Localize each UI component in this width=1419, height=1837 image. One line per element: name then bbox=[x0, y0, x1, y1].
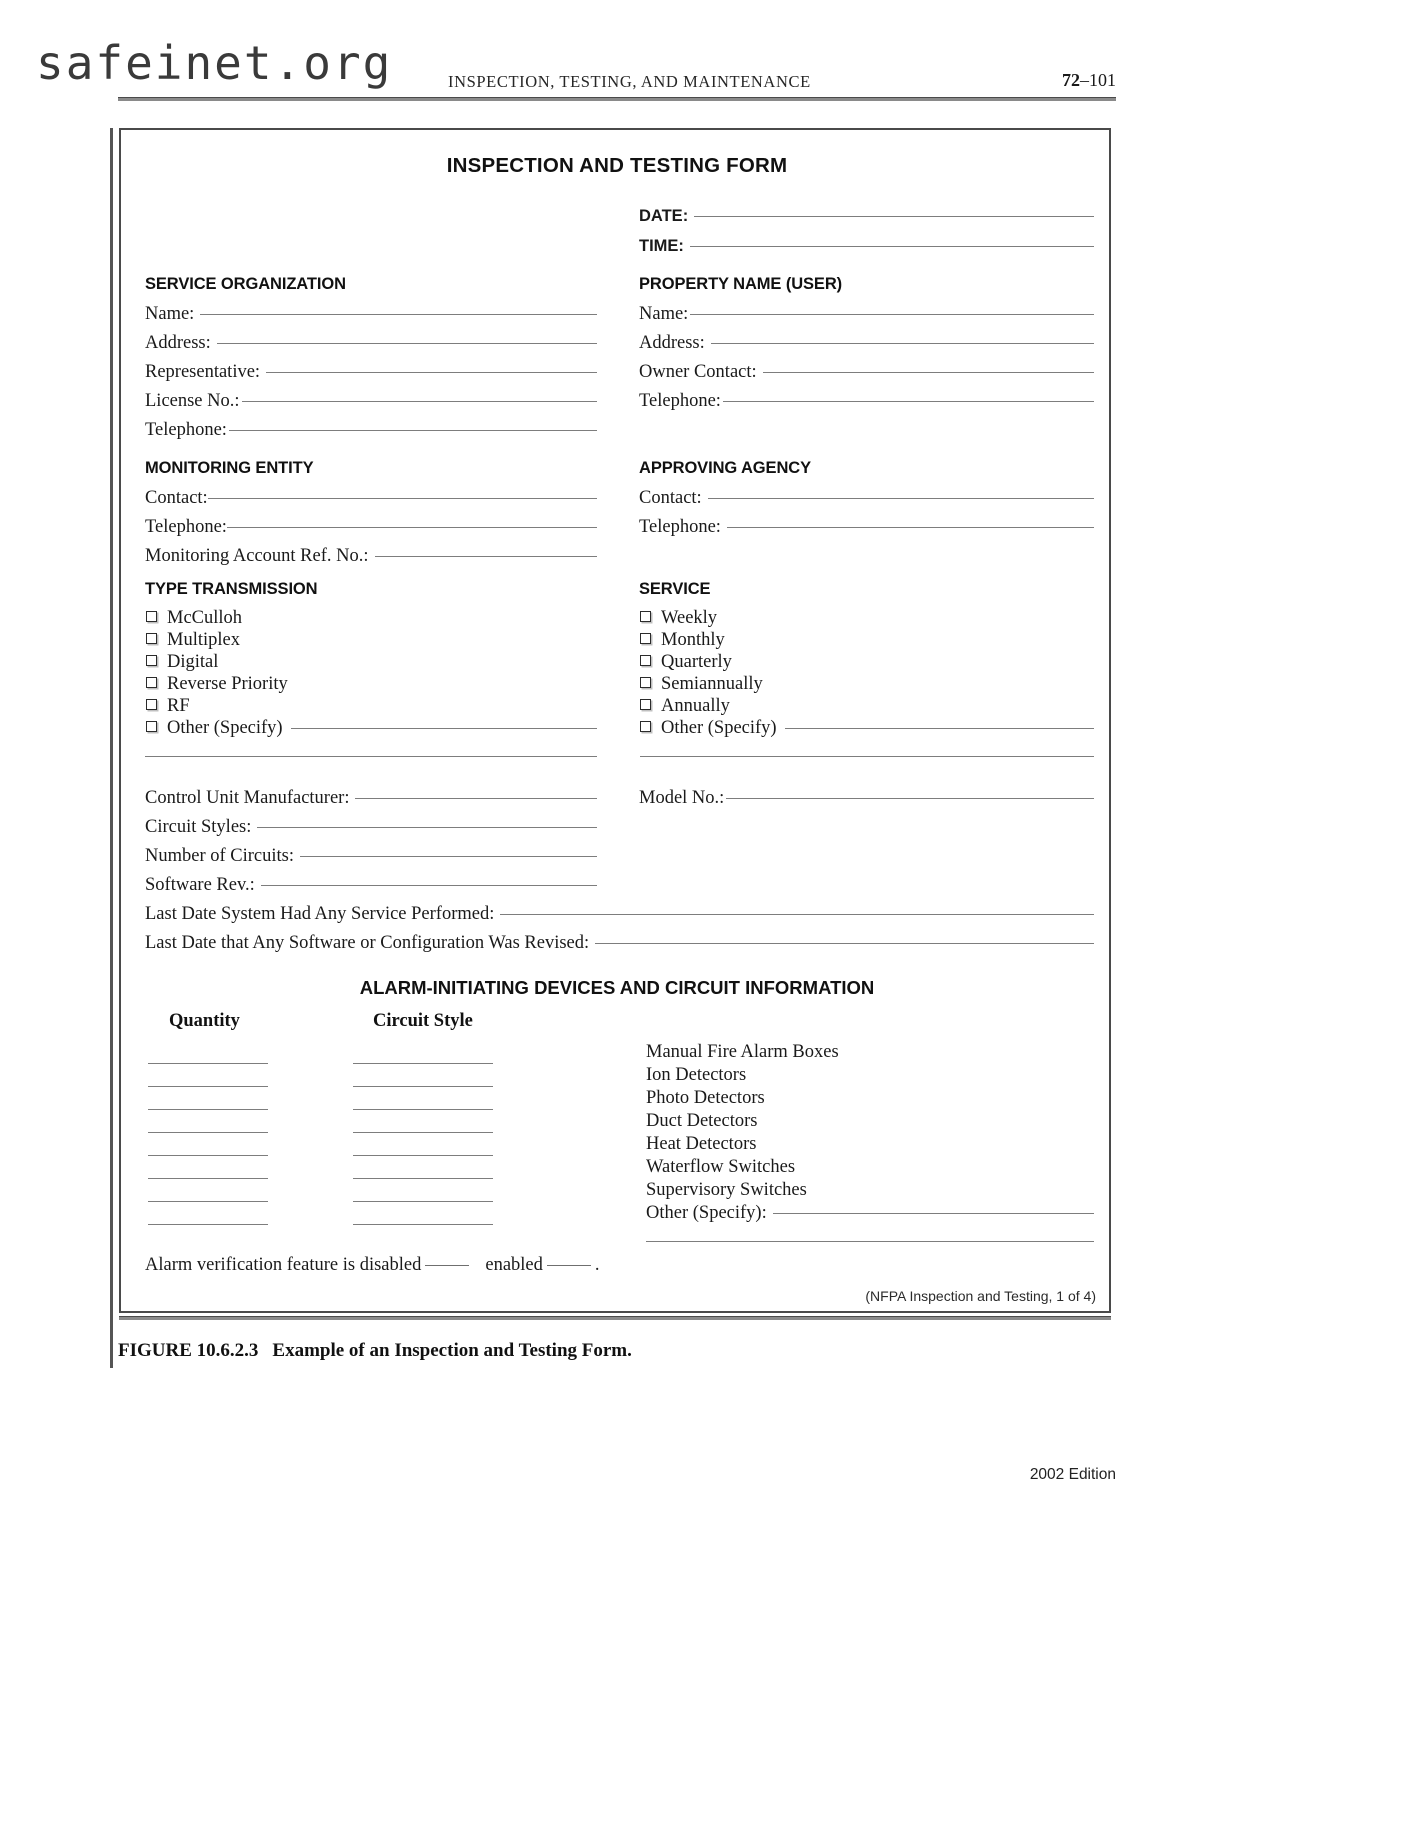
checkbox-transmission-multiplex[interactable] bbox=[146, 630, 240, 651]
checkbox-icon[interactable] bbox=[146, 721, 157, 732]
field-other-device-specify[interactable] bbox=[646, 1203, 1094, 1224]
heading-alarm-initiating-devices: ALARM-INITIATING DEVICES AND CIRCUIT INFORMATION bbox=[359, 977, 875, 998]
figure-caption-text: Example of an Inspection and Testing Form. bbox=[272, 1340, 632, 1361]
heading-approving-agency: APPROVING AGENCY bbox=[639, 459, 811, 477]
field-rule[interactable] bbox=[208, 497, 597, 499]
field-label: Monitoring Account Ref. No.: bbox=[145, 546, 369, 566]
heading-type-transmission: TYPE TRANSMISSION bbox=[145, 580, 318, 598]
verification-enabled-blank[interactable] bbox=[547, 1264, 591, 1266]
checkbox-label: RF bbox=[167, 696, 190, 716]
checkbox-service-semiannually[interactable] bbox=[640, 674, 763, 695]
field-label: Name: bbox=[145, 304, 195, 324]
field-rule[interactable] bbox=[723, 400, 1094, 402]
checkbox-icon[interactable] bbox=[146, 655, 157, 666]
quantity-blank-line[interactable] bbox=[148, 1200, 268, 1202]
field-label: Telephone: bbox=[145, 517, 227, 537]
quantity-blank-line[interactable] bbox=[148, 1223, 268, 1225]
checkbox-service-annually[interactable] bbox=[640, 696, 730, 717]
device-label: Heat Detectors bbox=[646, 1134, 757, 1154]
field-label: Owner Contact: bbox=[639, 362, 757, 382]
field-rule[interactable] bbox=[690, 313, 1094, 315]
verification-suffix-text: . bbox=[594, 1255, 600, 1275]
device-label: Manual Fire Alarm Boxes bbox=[646, 1042, 839, 1062]
field-date-rule[interactable] bbox=[694, 215, 1094, 217]
field-approving-contact[interactable] bbox=[639, 488, 1094, 509]
caption-change-bar bbox=[110, 1322, 113, 1368]
form-inner bbox=[121, 130, 1113, 1315]
field-service-org-address[interactable] bbox=[145, 333, 597, 354]
field-label: Last Date System Had Any Service Performed: bbox=[145, 904, 495, 924]
field-rule[interactable] bbox=[266, 371, 597, 373]
field-label: Representative: bbox=[145, 362, 261, 382]
field-rule[interactable] bbox=[375, 555, 597, 557]
folio-page: 101 bbox=[1089, 70, 1116, 90]
quantity-blank-line[interactable] bbox=[148, 1177, 268, 1179]
checkbox-transmission-digital[interactable] bbox=[146, 652, 218, 673]
device-label: Waterflow Switches bbox=[646, 1157, 796, 1177]
field-label: Circuit Styles: bbox=[145, 817, 252, 837]
field-property-owner-contact[interactable] bbox=[639, 362, 1094, 383]
checkbox-label: Other (Specify) bbox=[661, 718, 777, 738]
field-circuit-styles[interactable] bbox=[145, 817, 597, 838]
column-header-quantity: Quantity bbox=[169, 1011, 240, 1031]
device-label: Ion Detectors bbox=[646, 1065, 747, 1085]
quantity-blank-line[interactable] bbox=[148, 1085, 268, 1087]
field-label: Contact: bbox=[639, 488, 702, 508]
field-rule[interactable] bbox=[242, 400, 597, 402]
checkbox-icon[interactable] bbox=[146, 633, 157, 644]
field-service-org-name[interactable] bbox=[145, 304, 597, 325]
device-label: Photo Detectors bbox=[646, 1088, 765, 1108]
field-property-name[interactable] bbox=[639, 304, 1094, 325]
field-label: License No.: bbox=[145, 391, 240, 411]
heading-monitoring-entity: MONITORING ENTITY bbox=[145, 459, 314, 477]
quantity-blank-line[interactable] bbox=[148, 1131, 268, 1133]
folio-chapter: 72 bbox=[1062, 70, 1080, 90]
field-rule[interactable] bbox=[229, 429, 597, 431]
field-time[interactable] bbox=[639, 237, 1094, 256]
checkbox-label: Annually bbox=[661, 696, 730, 716]
quantity-blank-line[interactable] bbox=[148, 1108, 268, 1110]
heading-property-name: PROPERTY NAME (USER) bbox=[639, 275, 843, 293]
field-service-org-telephone[interactable] bbox=[145, 420, 597, 441]
heading-service-frequency: SERVICE bbox=[639, 580, 711, 598]
folio-separator: – bbox=[1080, 70, 1089, 90]
checkbox-label: Digital bbox=[167, 652, 219, 672]
field-rule[interactable] bbox=[200, 313, 597, 315]
field-rule[interactable] bbox=[763, 371, 1094, 373]
field-monitoring-telephone[interactable] bbox=[145, 517, 597, 538]
field-time-label: TIME: bbox=[639, 237, 684, 255]
field-control-unit-manufacturer[interactable] bbox=[145, 788, 597, 809]
column-header-circuit-style: Circuit Style bbox=[373, 1011, 473, 1031]
field-rule[interactable] bbox=[726, 797, 1094, 799]
field-label: Other (Specify): bbox=[646, 1203, 767, 1223]
checkbox-label: Semiannually bbox=[661, 674, 763, 694]
device-label: Supervisory Switches bbox=[646, 1180, 807, 1200]
field-monitoring-account-ref-no[interactable] bbox=[145, 546, 597, 567]
field-rule[interactable] bbox=[727, 526, 1094, 528]
checkbox-service-weekly[interactable] bbox=[640, 608, 717, 629]
circuit-style-blank-line[interactable] bbox=[353, 1223, 493, 1225]
field-last-date-software-revised[interactable] bbox=[145, 933, 1094, 954]
circuit-style-blank-line[interactable] bbox=[353, 1062, 493, 1064]
checkbox-icon[interactable] bbox=[640, 721, 651, 732]
other-transmission-rule[interactable] bbox=[291, 727, 597, 729]
checkbox-label: Quarterly bbox=[661, 652, 732, 672]
field-rule[interactable] bbox=[708, 497, 1094, 499]
checkbox-label: Weekly bbox=[661, 608, 718, 628]
circuit-style-blank-line[interactable] bbox=[353, 1177, 493, 1179]
verification-prefix-text: Alarm verification feature is disabled bbox=[145, 1255, 422, 1275]
verification-disabled-blank[interactable] bbox=[425, 1264, 469, 1266]
verification-middle-text: enabled bbox=[485, 1255, 543, 1275]
circuit-style-blank-line[interactable] bbox=[353, 1200, 493, 1202]
edition-footer: 2002 Edition bbox=[1029, 1466, 1116, 1483]
circuit-style-blank-line[interactable] bbox=[353, 1085, 493, 1087]
field-rule[interactable] bbox=[300, 855, 597, 857]
field-label: Last Date that Any Software or Configuration Was Revised: bbox=[145, 933, 590, 953]
field-date-label: DATE: bbox=[639, 207, 689, 225]
field-label: Telephone: bbox=[639, 517, 721, 537]
field-approving-telephone[interactable] bbox=[639, 517, 1094, 538]
field-date[interactable] bbox=[639, 207, 1094, 226]
figure-caption bbox=[118, 1340, 632, 1362]
checkbox-icon[interactable] bbox=[640, 677, 651, 688]
checkbox-transmission-other[interactable] bbox=[146, 718, 597, 739]
header-divider-rule bbox=[118, 97, 1116, 101]
circuit-style-blank-line[interactable] bbox=[353, 1108, 493, 1110]
field-label: Model No.: bbox=[639, 788, 725, 808]
checkbox-transmission-reverse-priority[interactable] bbox=[146, 674, 288, 695]
field-rule[interactable] bbox=[595, 942, 1094, 944]
field-label: Telephone: bbox=[145, 420, 227, 440]
quantity-blank-line[interactable] bbox=[148, 1062, 268, 1064]
nfpa-source-credit: (NFPA Inspection and Testing, 1 of 4) bbox=[865, 1288, 1096, 1304]
revision-change-bar bbox=[110, 128, 113, 1348]
checkbox-icon[interactable] bbox=[146, 699, 157, 710]
checkbox-icon[interactable] bbox=[146, 611, 157, 622]
checkbox-service-other[interactable] bbox=[640, 718, 1094, 739]
checkbox-icon[interactable] bbox=[146, 677, 157, 688]
circuit-style-blank-line[interactable] bbox=[353, 1154, 493, 1156]
device-label: Duct Detectors bbox=[646, 1111, 758, 1131]
field-label: Address: bbox=[639, 333, 705, 353]
field-label: Telephone: bbox=[639, 391, 721, 411]
field-rule[interactable] bbox=[261, 884, 597, 886]
checkbox-icon[interactable] bbox=[640, 655, 651, 666]
checkbox-icon[interactable] bbox=[640, 611, 651, 622]
other-device-continuation-rule[interactable] bbox=[646, 1240, 1094, 1242]
field-property-telephone[interactable] bbox=[639, 391, 1094, 412]
checkbox-label: Monthly bbox=[661, 630, 725, 650]
other-service-continuation-rule[interactable] bbox=[640, 755, 1094, 757]
page-folio bbox=[1062, 70, 1116, 91]
field-rule[interactable] bbox=[257, 826, 597, 828]
field-label: Software Rev.: bbox=[145, 875, 255, 895]
field-software-rev[interactable] bbox=[145, 875, 597, 896]
checkbox-label: McCulloh bbox=[167, 608, 243, 628]
field-number-of-circuits[interactable] bbox=[145, 846, 597, 867]
checkbox-transmission-mcculloh[interactable] bbox=[146, 608, 242, 629]
checkbox-label: Other (Specify) bbox=[167, 718, 283, 738]
field-last-date-service-performed[interactable] bbox=[145, 904, 1094, 925]
checkbox-label: Multiplex bbox=[167, 630, 240, 650]
checkbox-service-quarterly[interactable] bbox=[640, 652, 732, 673]
field-rule[interactable] bbox=[217, 342, 597, 344]
heading-service-organization: SERVICE ORGANIZATION bbox=[145, 275, 346, 293]
page-header bbox=[0, 0, 1419, 120]
other-transmission-continuation-rule[interactable] bbox=[145, 755, 597, 757]
checkbox-label: Reverse Priority bbox=[167, 674, 288, 694]
checkbox-icon[interactable] bbox=[640, 633, 651, 644]
field-service-org-license-no[interactable] bbox=[145, 391, 597, 412]
checkbox-service-monthly[interactable] bbox=[640, 630, 725, 651]
checkbox-transmission-rf[interactable] bbox=[146, 696, 190, 717]
site-watermark: safeinet.org bbox=[36, 36, 393, 90]
form-bottom-rule bbox=[119, 1316, 1111, 1320]
field-rule[interactable] bbox=[227, 526, 597, 528]
field-rule[interactable] bbox=[773, 1212, 1094, 1214]
other-service-rule[interactable] bbox=[785, 727, 1094, 729]
field-model-no[interactable] bbox=[639, 788, 1094, 809]
field-label: Number of Circuits: bbox=[145, 846, 295, 866]
circuit-style-blank-line[interactable] bbox=[353, 1131, 493, 1133]
field-property-address[interactable] bbox=[639, 333, 1094, 354]
field-service-org-representative[interactable] bbox=[145, 362, 597, 383]
field-time-rule[interactable] bbox=[690, 245, 1094, 247]
field-rule[interactable] bbox=[355, 797, 597, 799]
field-label: Name: bbox=[639, 304, 689, 324]
inspection-form-box bbox=[119, 128, 1111, 1313]
field-label: Contact: bbox=[145, 488, 208, 508]
form-title: INSPECTION AND TESTING FORM bbox=[446, 154, 788, 177]
figure-number: FIGURE 10.6.2.3 bbox=[118, 1340, 259, 1361]
quantity-blank-line[interactable] bbox=[148, 1154, 268, 1156]
field-rule[interactable] bbox=[500, 913, 1094, 915]
checkbox-icon[interactable] bbox=[640, 699, 651, 710]
field-monitoring-contact[interactable] bbox=[145, 488, 597, 509]
running-header-title: INSPECTION, TESTING, AND MAINTENANCE bbox=[448, 72, 811, 91]
field-label: Control Unit Manufacturer: bbox=[145, 788, 350, 808]
alarm-verification-statement bbox=[145, 1255, 600, 1276]
field-rule[interactable] bbox=[711, 342, 1094, 344]
field-label: Address: bbox=[145, 333, 211, 353]
